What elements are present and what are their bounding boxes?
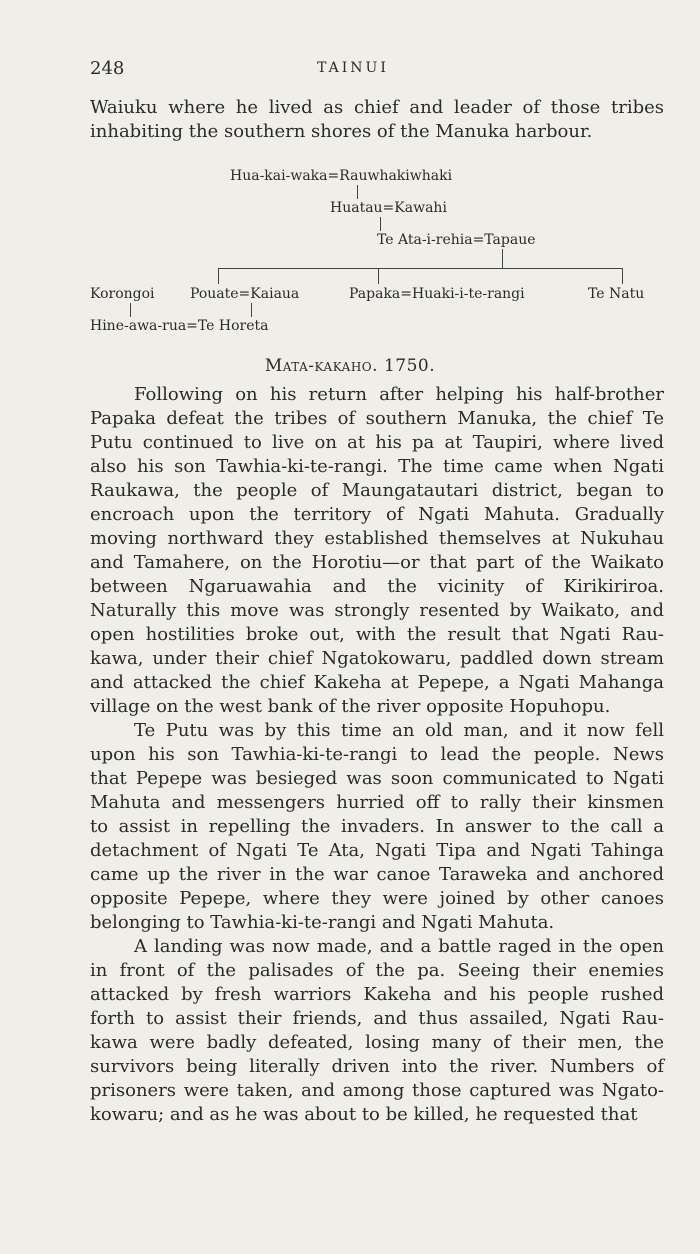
text-line: and Tamahere, on the Horotiu—or that part of the Waikato xyxy=(90,552,664,573)
paragraph-2 xyxy=(90,719,664,935)
text-line: came up the river in the war canoe Taraweka and anchored xyxy=(90,864,664,885)
text-line: encroach upon the territory of Ngati Mahuta. Gradually xyxy=(90,504,664,525)
genealogy-grandchild: Hine-awa-rua=Te Horeta xyxy=(90,318,269,334)
text-line: upon his son Tawhia-ki-te-rangi to lead the people. News xyxy=(90,744,664,765)
text-line: open hostilities broke out, with the result that Ngati Rau- xyxy=(90,624,664,645)
text-line: A landing was now made, and a battle raged in the open xyxy=(134,936,664,957)
text-line: Waiuku where he lived as chief and leader of those tribes xyxy=(90,97,664,118)
section-year: 1750. xyxy=(383,356,436,376)
descent-line xyxy=(251,303,252,317)
running-title: TAINUI xyxy=(317,60,389,76)
text-line: inhabiting the southern shores of the Manuka harbour. xyxy=(90,121,593,142)
page-number: 248 xyxy=(90,58,125,79)
descent-line xyxy=(357,185,358,199)
text-line: kawa were badly defeated, losing many of their men, the xyxy=(90,1032,664,1053)
text-line: Mahuta and messengers hurried off to rally their kinsmen xyxy=(90,792,664,813)
paragraph-1 xyxy=(90,383,664,719)
text-line: forth to assist their friends, and thus assailed, Ngati Rau- xyxy=(90,1008,664,1029)
text-line: and attacked the chief Kakeha at Pepepe, a Ngati Mahanga xyxy=(90,672,664,693)
text-line: to assist in repelling the invaders. In answer to the call a xyxy=(90,816,664,837)
sibling-line xyxy=(218,268,622,269)
genealogy-child: Te Natu xyxy=(588,286,645,302)
text-line: prisoners were taken, and among those captured was Ngato- xyxy=(90,1080,664,1101)
section-heading xyxy=(0,356,700,376)
descent-line xyxy=(502,249,503,268)
text-line: Raukawa, the people of Maungatautari district, began to xyxy=(90,480,664,501)
text-line: attacked by fresh warriors Kakeha and his people rushed xyxy=(90,984,664,1005)
text-line: in front of the palisades of the pa. Seeing their enemies xyxy=(90,960,664,981)
intro-paragraph xyxy=(90,96,664,144)
page-header xyxy=(90,58,616,82)
genealogy-child: Korongoi xyxy=(90,286,155,302)
text-line: Te Putu was by this time an old man, and it now fell xyxy=(134,720,664,741)
genealogy-child: Papaka=Huaki-i-te-rangi xyxy=(349,286,525,302)
descent-line xyxy=(130,303,131,317)
text-line: village on the west bank of the river opposite Hopuhopu. xyxy=(90,696,611,717)
text-line: Papaka defeat the tribes of southern Manuka, the chief Te xyxy=(90,408,664,429)
paragraph-3 xyxy=(90,935,664,1127)
text-line: detachment of Ngati Te Ata, Ngati Tipa and Ngati Tahinga xyxy=(90,840,664,861)
text-line: kowaru; and as he was about to be killed, he requested that xyxy=(90,1104,638,1125)
text-line: between Ngaruawahia and the vicinity of Kirikiriroa. xyxy=(90,576,664,597)
child-drop-line xyxy=(378,268,379,284)
genealogy-gen2: Huatau=Kawahi xyxy=(330,200,447,216)
text-line: Following on his return after helping his half-brother xyxy=(134,384,664,405)
text-line: also his son Tawhia-ki-te-rangi. The time came when Ngati xyxy=(90,456,664,477)
descent-line xyxy=(380,217,381,231)
section-title: Mata-kakaho. xyxy=(264,356,379,376)
text-line: opposite Pepepe, where they were joined by other canoes xyxy=(90,888,664,909)
genealogy-gen3: Te Ata-i-rehia=Tapaue xyxy=(377,232,536,248)
text-line: kawa, under their chief Ngatokowaru, paddled down stream xyxy=(90,648,664,669)
genealogy-child: Pouate=Kaiaua xyxy=(190,286,300,302)
text-line: Naturally this move was strongly resented by Waikato, and xyxy=(90,600,664,621)
genealogy-gen1: Hua-kai-waka=Rauwhakiwhaki xyxy=(230,168,453,184)
text-line: moving northward they established themselves at Nukuhau xyxy=(90,528,664,549)
text-line: that Pepepe was besieged was soon communicated to Ngati xyxy=(90,768,664,789)
text-line: survivors being literally driven into the river. Numbers of xyxy=(90,1056,664,1077)
child-drop-line xyxy=(622,268,623,284)
text-line: belonging to Tawhia-ki-te-rangi and Ngati Mahuta. xyxy=(90,912,555,933)
child-drop-line xyxy=(218,268,219,284)
text-line: Putu continued to live on at his pa at Taupiri, where lived xyxy=(90,432,664,453)
